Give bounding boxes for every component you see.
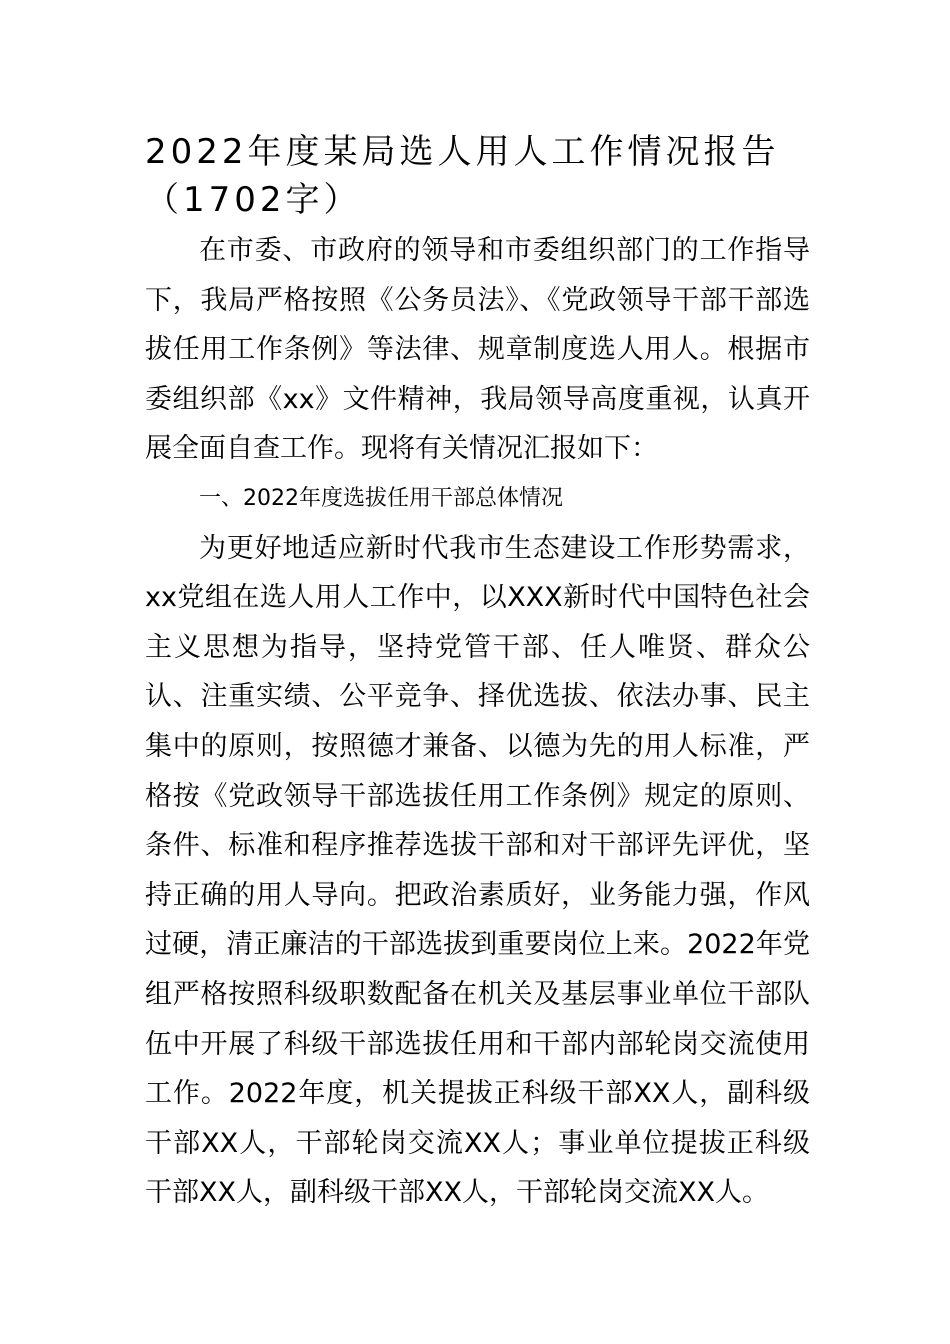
section-1-heading: 一、2022年度选拔任用干部总体情况	[199, 485, 563, 511]
document-body	[145, 226, 810, 1218]
document-title	[145, 128, 810, 224]
title-line-2: （1702字）	[145, 180, 362, 220]
section-1-paragraph: 为更好地适应新时代我市生态建设工作形势需求，xx党组在选人用人工作中，以XXX新时代中国特色社会主义思想为指导，坚持党管干部、任人唯贤、群众公认、注重实绩、公平竞争、择优选拔、依法办事、民主集中的原则，按照德才兼备、以德为先的用人标准，严格按《党政领导干部选拔任用工作条例》规定的原则、条件、标准和程序推荐选拔干部和对干部评先评优，坚持正确的用人导向。把政治素质好，业务能力强，作风过硬，清正廉洁的干部选拔到重要岗位上来。2022年党组严格按照科级职数配备在机关及基层事业单位干部队伍中开展了科级干部选拔任用和干部内部轮岗交流使用工作。2022年度，机关提拔正科级干部XX人，副科级干部XX人，干部轮岗交流XX人；事业单位提拔正科级干部XX人，副科级干部XX人，干部轮岗交流XX人。	[145, 532, 810, 1209]
title-line-1: 2022年度某局选人用人工作情况报告	[145, 132, 780, 172]
intro-paragraph: 在市委、市政府的领导和市委组织部门的工作指导下，我局严格按照《公务员法》、《党政领导干部干部选拔任用工作条例》等法律、规章制度选人用人。根据市委组织部《xx》文件精神，我局领导高度重视，认真开展全面自查工作。现将有关情况汇报如下：	[145, 235, 810, 465]
